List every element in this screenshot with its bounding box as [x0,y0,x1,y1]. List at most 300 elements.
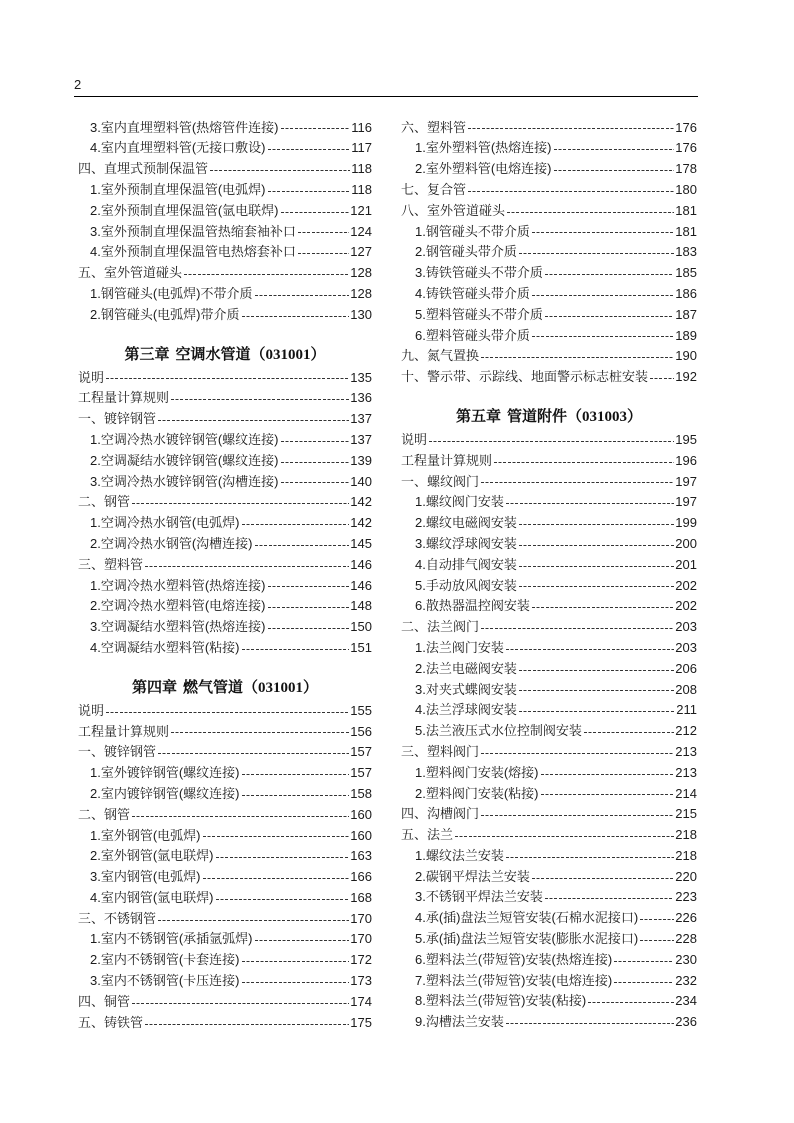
entry-title: 1.塑料阀门安装(熔接) [415,764,539,780]
entry-page-number: 189 [675,327,697,343]
toc-subentry [401,1012,697,1033]
dot-leader [184,274,349,275]
dot-leader [481,482,674,483]
entry-title: 二、钢管 [78,494,131,510]
entry-title: 6.塑料法兰(带短管)安装(热熔连接) [415,951,613,967]
entry-page-number: 185 [675,265,697,281]
entry-page-number: 135 [350,369,372,385]
dot-leader [532,232,674,233]
entry-title: 四、沟槽阀门 [401,806,480,822]
entry-title: 2.塑料阀门安装(粘接) [415,785,539,801]
entry-title: 三、不锈钢管 [78,910,157,926]
entry-title: 1.钢管碰头不带介质 [415,223,530,239]
dot-leader [519,253,674,254]
entry-page-number: 130 [350,306,372,322]
entry-title: 工程量计算规则 [401,452,493,468]
entry-page-number: 190 [675,348,697,364]
toc-entry [78,805,372,826]
entry-title: 6.散热器温控阀安装 [415,598,530,614]
entry-page-number: 168 [350,889,372,905]
entry-page-number: 196 [675,452,697,468]
dot-leader [171,732,349,733]
dot-leader [468,191,674,192]
entry-title: 五、铸铁管 [78,1014,144,1030]
entry-page-number: 116 [351,119,372,135]
dot-leader [506,649,674,650]
entry-title: 三、塑料管 [78,556,144,572]
dot-leader [145,1024,349,1025]
entry-page-number: 121 [350,202,372,218]
dot-leader [132,1003,349,1004]
dot-leader [268,628,350,629]
dot-leader [481,753,674,754]
toc-subentry [401,908,697,929]
toc-entry [401,180,697,201]
entry-page-number: 223 [675,889,697,905]
entry-title: 4.室外预制直埋保温管电热熔套补口 [90,244,296,260]
dot-leader [614,982,674,983]
dot-leader [158,420,349,421]
dot-leader [481,628,674,629]
dot-leader [281,212,350,213]
dot-leader [242,774,350,775]
dot-leader [519,690,674,691]
entry-title: 3.空调冷热水镀锌钢管(沟槽连接) [90,473,279,489]
toc-subentry [401,263,697,284]
dot-leader [203,878,350,879]
entry-page-number: 150 [350,619,372,635]
entry-page-number: 175 [350,1014,372,1030]
dot-leader [506,857,674,858]
toc-entry [401,742,697,763]
toc-subentry [78,929,372,950]
entry-title: 工程量计算规则 [78,723,170,739]
dot-leader [588,1002,674,1003]
toc-entry [401,451,697,472]
entry-page-number: 137 [350,431,372,447]
entry-title: 3.不锈钢平焊法兰安装 [415,889,543,905]
entry-page-number: 201 [675,556,697,572]
entry-title: 8.塑料法兰(带短管)安装(粘接) [415,993,587,1009]
toc-subentry [401,971,697,992]
chapter-number: 第四章 [131,679,177,696]
dot-leader [584,732,674,733]
entry-title: 3.对夹式蝶阀安装 [415,681,517,697]
dot-leader [519,566,674,567]
entry-title: 2.室内镀锌钢管(螺纹连接) [90,785,240,801]
toc-subentry [78,472,372,493]
toc-left-column [78,118,372,1034]
entry-page-number: 187 [675,306,697,322]
toc-entry [401,367,697,388]
dot-leader [242,961,350,962]
dot-leader [650,378,674,379]
entry-page-number: 157 [350,765,372,781]
entry-title: 七、复合管 [401,181,467,197]
toc-entry [401,472,697,493]
entry-page-number: 215 [675,806,697,822]
entry-page-number: 142 [350,515,372,531]
toc-subentry [401,326,697,347]
dot-leader [519,545,674,546]
toc-subentry [401,680,697,701]
toc-subentry [78,138,372,159]
dot-leader [255,940,350,941]
toc-subentry [401,867,697,888]
chapter-number: 第五章 [455,408,501,425]
dot-leader [158,753,349,754]
toc-subentry [78,284,372,305]
toc-entry [78,701,372,722]
entry-page-number: 181 [675,223,697,239]
dot-leader [545,274,674,275]
entry-page-number: 226 [675,910,697,926]
toc-entry [78,1013,372,1034]
entry-page-number: 142 [350,494,372,510]
dot-leader [545,316,674,317]
dot-leader [216,857,350,858]
toc-entry [401,825,697,846]
entry-page-number: 200 [675,535,697,551]
dot-leader [554,170,675,171]
toc-subentry [78,242,372,263]
dot-leader [506,503,674,504]
toc-subentry [78,638,372,659]
toc-subentry [78,950,372,971]
toc-subentry [78,576,372,597]
entry-title: 1.法兰阀门安装 [415,639,504,655]
chapter-number: 第三章 [124,346,170,363]
dot-leader [640,940,674,941]
dot-leader [242,524,350,525]
chapter-title: 燃气管道（031001） [183,679,319,696]
entry-page-number: 170 [350,910,372,926]
entry-page-number: 197 [675,473,697,489]
entry-title: 1.室外预制直埋保温管(电弧焊) [90,181,266,197]
entry-title: 4.法兰浮球阀安装 [415,702,517,718]
toc-entry [78,159,372,180]
dot-leader [519,670,674,671]
toc-subentry [401,305,697,326]
entry-page-number: 186 [675,285,697,301]
entry-title: 5.法兰液压式水位控制阀安装 [415,723,582,739]
entry-page-number: 234 [675,993,697,1009]
dot-leader [171,399,349,400]
toc-subentry [78,305,372,326]
entry-title: 2.室内不锈钢管(卡套连接) [90,952,240,968]
entry-page-number: 128 [350,265,372,281]
toc-subentry [401,929,697,950]
entry-title: 3.室外预制直埋保温管热缩套袖补口 [90,223,296,239]
entry-page-number: 158 [350,785,372,801]
entry-title: 说明 [401,431,428,447]
entry-page-number: 124 [350,223,372,239]
toc-subentry [78,888,372,909]
toc-subentry [78,430,372,451]
entry-title: 6.塑料管碰头带介质 [415,327,530,343]
entry-title: 2.空调凝结水镀锌钢管(螺纹连接) [90,452,279,468]
dot-leader [255,295,350,296]
entry-title: 六、塑料管 [401,119,467,135]
toc-entry [78,992,372,1013]
dot-leader [507,212,674,213]
dot-leader [203,836,350,837]
toc-subentry [78,513,372,534]
entry-page-number: 156 [350,723,372,739]
entry-title: 2.室外钢管(氩电联焊) [90,848,214,864]
toc-subentry [78,617,372,638]
dot-leader [281,462,350,463]
entry-page-number: 148 [350,598,372,614]
toc-entry [78,409,372,430]
toc-entry [401,430,697,451]
entry-page-number: 173 [350,973,372,989]
entry-page-number: 232 [675,972,697,988]
toc-entry [78,555,372,576]
entry-page-number: 228 [675,931,697,947]
entry-page-number: 199 [675,515,697,531]
dot-leader [532,295,674,296]
chapter-heading [78,326,372,368]
entry-title: 5.承(插)盘法兰短管安装(膨胀水泥接口) [415,931,639,947]
toc-entry [78,263,372,284]
entry-title: 1.螺纹阀门安装 [415,494,504,510]
toc-entry [401,346,697,367]
entry-title: 5.手动放风阀安装 [415,577,517,593]
entry-title: 1.室外塑料管(热熔连接) [415,140,552,156]
entry-title: 2.碳钢平焊法兰安装 [415,868,530,884]
entry-title: 2.空调冷热水塑料管(电熔连接) [90,598,266,614]
dot-leader [216,899,350,900]
entry-page-number: 118 [351,161,372,177]
toc-subentry [78,118,372,139]
entry-page-number: 197 [675,494,697,510]
entry-page-number: 146 [350,556,372,572]
entry-page-number: 127 [350,244,372,260]
entry-page-number: 202 [675,577,697,593]
header-rule [74,96,698,97]
toc-subentry [78,763,372,784]
entry-title: 1.室外镀锌钢管(螺纹连接) [90,765,240,781]
entry-page-number: 211 [676,702,697,718]
dot-leader [242,649,350,650]
dot-leader [298,253,349,254]
entry-page-number: 140 [350,473,372,489]
toc-subentry [401,284,697,305]
toc-entry [78,492,372,513]
chapter-title: 空调水管道（031001） [175,346,326,363]
entry-page-number: 183 [675,244,697,260]
entry-title: 4.承(插)盘法兰短管安装(石棉水泥接口) [415,910,639,926]
toc-subentry [401,138,697,159]
entry-title: 9.沟槽法兰安装 [415,1014,504,1030]
toc-subentry [78,867,372,888]
toc-subentry [78,222,372,243]
entry-title: 2.空调冷热水钢管(沟槽连接) [90,535,253,551]
toc-subentry [401,950,697,971]
entry-page-number: 220 [675,868,697,884]
entry-page-number: 230 [675,951,697,967]
toc-subentry [401,638,697,659]
entry-title: 1.空调冷热水塑料管(热熔连接) [90,577,266,593]
dot-leader [541,774,675,775]
entry-title: 二、钢管 [78,806,131,822]
dot-leader [541,794,675,795]
toc-subentry [78,534,372,555]
entry-title: 7.塑料法兰(带短管)安装(电熔连接) [415,972,613,988]
entry-title: 3.铸铁管碰头不带介质 [415,265,543,281]
dot-leader [268,149,351,150]
dot-leader [519,524,674,525]
dot-leader [268,607,350,608]
toc-subentry [78,201,372,222]
entry-page-number: 117 [351,140,372,156]
dot-leader [532,336,674,337]
entry-title: 4.自动排气阀安装 [415,556,517,572]
dot-leader [281,482,350,483]
dot-leader [145,566,349,567]
entry-title: 五、室外管道碰头 [78,265,183,281]
entry-title: 3.室内直埋塑料管(热熔管件连接) [90,119,279,135]
entry-title: 2.室外预制直埋保温管(氩电联焊) [90,202,279,218]
dot-leader [158,920,349,921]
entry-page-number: 206 [675,660,697,676]
entry-page-number: 136 [350,390,372,406]
entry-page-number: 163 [350,848,372,864]
entry-page-number: 176 [675,140,697,156]
toc-subentry [78,826,372,847]
toc-entry [401,118,697,139]
toc-subentry [78,596,372,617]
toc-subentry [401,159,697,180]
dot-leader [268,191,351,192]
dot-leader [614,961,674,962]
entry-title: 5.塑料管碰头不带介质 [415,306,543,322]
toc-subentry [401,887,697,908]
dot-leader [210,170,350,171]
entry-title: 2.室外塑料管(电熔连接) [415,161,552,177]
entry-page-number: 160 [350,827,372,843]
entry-page-number: 157 [350,744,372,760]
entry-title: 1.空调冷热水钢管(电弧焊) [90,515,240,531]
entry-title: 说明 [78,702,105,718]
entry-page-number: 203 [675,619,697,635]
entry-page-number: 145 [350,535,372,551]
entry-title: 4.室内钢管(氩电联焊) [90,889,214,905]
toc-subentry [401,659,697,680]
dot-leader [132,503,349,504]
entry-title: 4.室内直埋塑料管(无接口敷设) [90,140,266,156]
toc-subentry [401,700,697,721]
entry-page-number: 128 [350,285,372,301]
entry-page-number: 178 [675,161,697,177]
toc-subentry [78,451,372,472]
toc-entry [401,804,697,825]
entry-title: 3.空调凝结水塑料管(热熔连接) [90,619,266,635]
entry-page-number: 213 [675,764,697,780]
chapter-heading [78,659,372,701]
entry-title: 四、铜管 [78,993,131,1009]
entry-page-number: 137 [350,411,372,427]
toc-entry [78,388,372,409]
dot-leader [532,878,674,879]
entry-title: 九、氮气置换 [401,348,480,364]
entry-title: 一、镀锌钢管 [78,411,157,427]
dot-leader [106,712,349,713]
toc-subentry [401,534,697,555]
toc-entry [78,909,372,930]
dot-leader [268,586,350,587]
entry-page-number: 203 [675,639,697,655]
entry-title: 十、警示带、示踪线、地面警示标志桩安装 [401,369,649,385]
dot-leader [468,128,674,129]
toc-entry [78,742,372,763]
toc-subentry [401,846,697,867]
entry-title: 工程量计算规则 [78,390,170,406]
entry-title: 3.室内不锈钢管(卡压连接) [90,973,240,989]
entry-page-number: 139 [350,452,372,468]
toc-right-column [401,118,697,1033]
entry-title: 1.空调冷热水镀锌钢管(螺纹连接) [90,431,279,447]
toc-subentry [401,991,697,1012]
toc-subentry [401,576,697,597]
dot-leader [640,919,674,920]
page-number: 2 [74,77,82,92]
entry-page-number: 218 [675,847,697,863]
entry-page-number: 208 [675,681,697,697]
entry-title: 3.螺纹浮球阀安装 [415,535,517,551]
toc-subentry [401,242,697,263]
entry-page-number: 170 [350,931,372,947]
dot-leader [298,232,349,233]
entry-page-number: 181 [675,202,697,218]
toc-entry [78,368,372,389]
entry-page-number: 213 [675,743,697,759]
entry-page-number: 202 [675,598,697,614]
entry-title: 1.螺纹法兰安装 [415,847,504,863]
dot-leader [242,982,350,983]
toc-subentry [78,180,372,201]
dot-leader [242,316,350,317]
entry-page-number: 151 [350,639,372,655]
entry-title: 2.钢管碰头(电弧焊)带介质 [90,306,240,322]
entry-page-number: 214 [675,785,697,801]
entry-page-number: 172 [350,952,372,968]
entry-page-number: 174 [350,993,372,1009]
entry-page-number: 155 [350,702,372,718]
entry-page-number: 176 [675,119,697,135]
toc-subentry [78,971,372,992]
dot-leader [554,149,675,150]
entry-title: 二、法兰阀门 [401,619,480,635]
entry-title: 一、镀锌钢管 [78,744,157,760]
dot-leader [281,128,351,129]
dot-leader [429,441,674,442]
chapter-heading [401,388,697,430]
toc-subentry [401,492,697,513]
toc-subentry [401,222,697,243]
toc-subentry [401,784,697,805]
dot-leader [455,836,674,837]
entry-title: 四、直埋式预制保温管 [78,161,209,177]
entry-page-number: 146 [350,577,372,593]
entry-title: 五、法兰 [401,827,454,843]
dot-leader [494,462,674,463]
toc-subentry [78,846,372,867]
toc-entry [78,722,372,743]
toc-subentry [401,555,697,576]
toc-subentry [401,596,697,617]
